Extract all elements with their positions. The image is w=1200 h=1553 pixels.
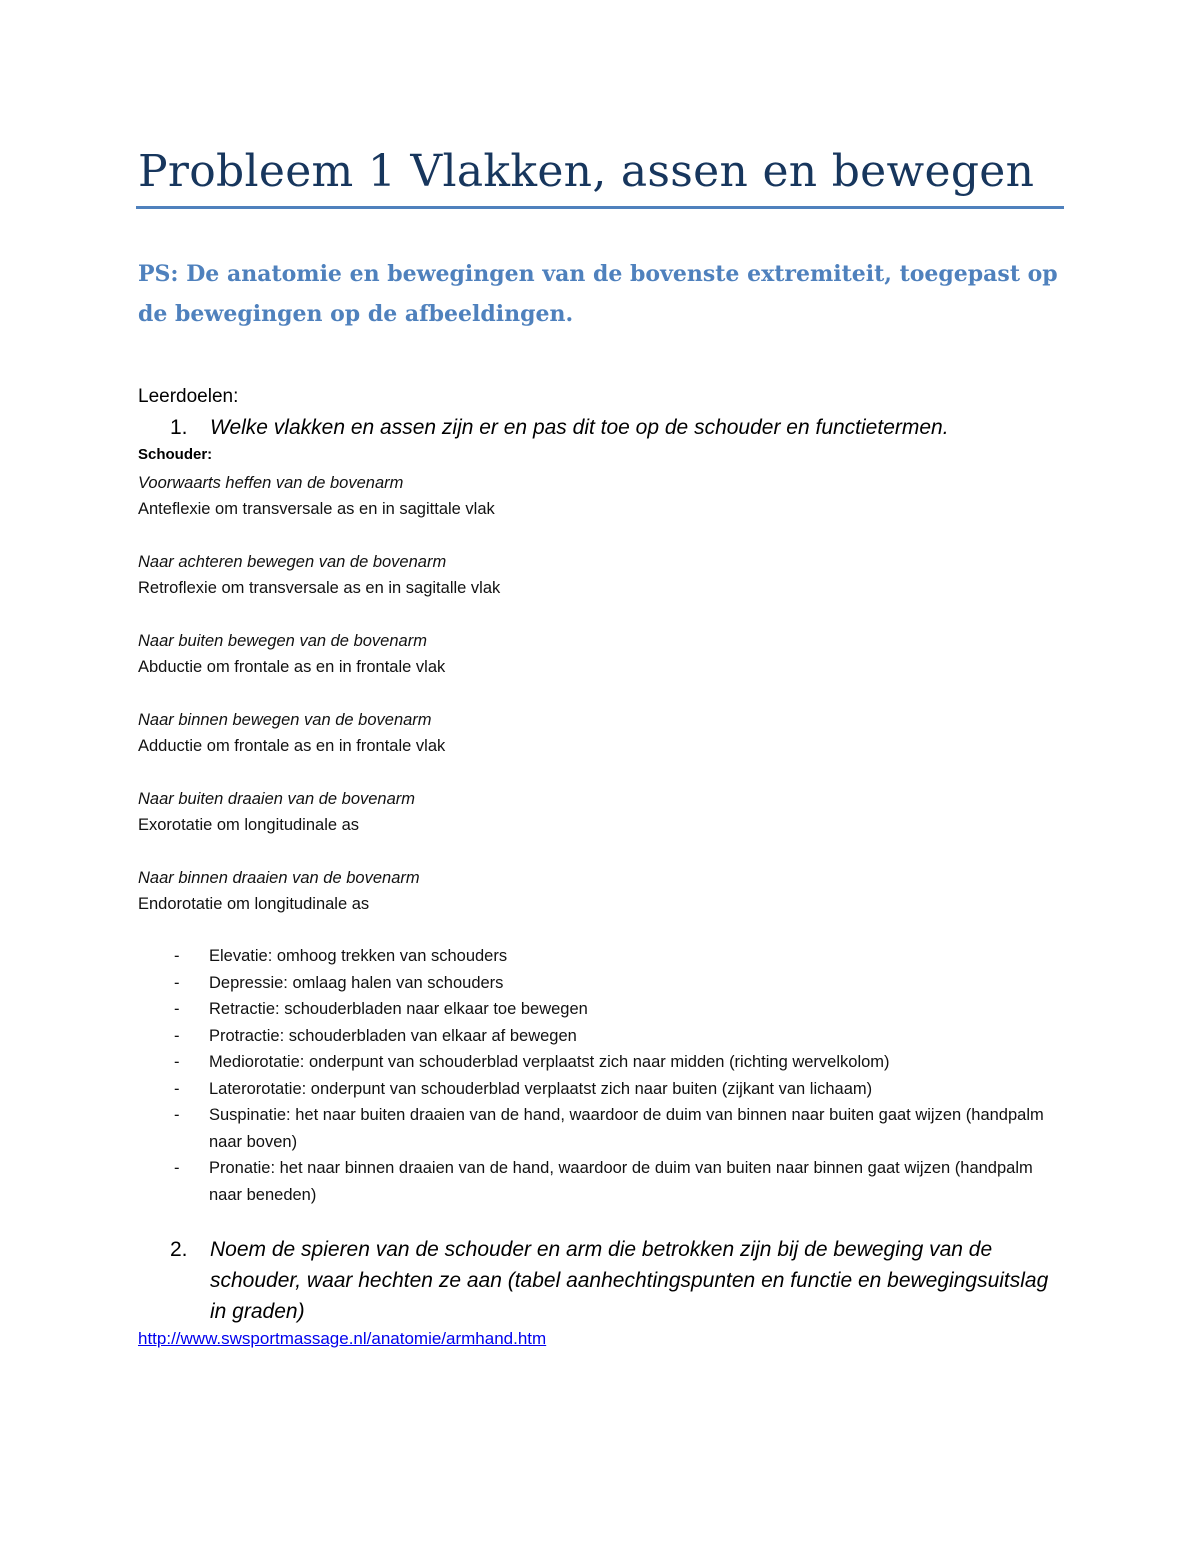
movement-item (138, 628, 1038, 680)
movement-term: Exorotatie om longitudinale as (138, 816, 360, 834)
bullet-dash: - (174, 1026, 180, 1045)
bullet-dash: - (174, 1106, 180, 1124)
question-1-number: 1. (170, 416, 188, 439)
movement-item (138, 786, 1038, 838)
movement-description: Naar binnen draaien van de bovenarm (138, 869, 420, 887)
list-item-text: Elevatie: omhoog trekken van schouders (209, 947, 508, 965)
list-item (138, 943, 1068, 970)
question-2 (170, 1234, 1050, 1327)
movement-description: Naar achteren bewegen van de bovenarm (138, 553, 447, 571)
bullet-dash: - (174, 1079, 180, 1098)
bullet-dash: - (174, 973, 180, 992)
list-item (138, 1049, 1068, 1076)
movement-item (138, 549, 1038, 601)
movement-description: Naar buiten draaien van de bovenarm (138, 790, 416, 808)
list-item-text: Laterorotatie: onderpunt van schouderblad verplaatst zich naar buiten (zijkant van lichaam) (209, 1079, 873, 1098)
movement-term: Adductie om frontale as en in frontale vlak (138, 737, 446, 755)
leerdoelen-heading: Leerdoelen: (138, 386, 239, 407)
question-2-number: 2. (170, 1238, 188, 1261)
question-1-text: Welke vlakken en assen zijn er en pas dit toe op de schouder en functietermen. (210, 416, 949, 439)
movement-description: Naar buiten bewegen van de bovenarm (138, 632, 427, 650)
bullet-dash: - (174, 1053, 180, 1071)
bullet-dash: - (174, 1159, 180, 1177)
schouder-label: Schouder: (138, 446, 213, 463)
movement-term: Retroflexie om transversale as en in sagitalle vlak (138, 579, 501, 597)
anatomy-link[interactable]: http://www.swsportmassage.nl/anatomie/armhand.htm (138, 1329, 547, 1348)
list-item-text: Pronatie: het naar binnen draaien van de hand, waardoor de duim van buiten naar binnen gaat wijzen (handpalm naar beneden) (209, 1159, 1033, 1204)
bullet-dash: - (174, 1000, 180, 1018)
question-1 (170, 412, 1050, 444)
list-item (138, 996, 1068, 1023)
list-item-text: Retractie: schouderbladen naar elkaar toe bewegen (209, 1000, 588, 1018)
list-item-text: Suspinatie: het naar buiten draaien van de hand, waardoor de duim van binnen naar buiten gaat wijzen (handpalm naar boven) (209, 1106, 1044, 1151)
movement-item (138, 865, 1038, 917)
list-item-text: Protractie: schouderbladen van elkaar af bewegen (209, 1026, 577, 1045)
movement-term: Endorotatie om longitudinale as (138, 895, 370, 913)
shoulder-movements-list (138, 943, 1068, 1208)
list-item (138, 1076, 1068, 1103)
bullet-dash: - (174, 947, 180, 965)
movement-term: Anteflexie om transversale as en in sagittale vlak (138, 500, 495, 518)
movement-item (138, 707, 1038, 759)
movement-description: Voorwaarts heffen van de bovenarm (138, 474, 404, 492)
list-item-text: Mediorotatie: onderpunt van schouderblad verplaatst zich naar midden (richting wervelkolom) (209, 1053, 890, 1071)
document-title: Probleem 1 Vlakken, assen en bewegen (138, 146, 1035, 197)
list-item-text: Depressie: omlaag halen van schouders (209, 973, 504, 992)
question-2-text: Noem de spieren van de schouder en arm die betrokken zijn bij de beweging van de schouder, waar hechten ze aan (tabel aanhechtingspunten en functie en bewegingsuitslag in graden) (210, 1238, 1049, 1323)
list-item (138, 970, 1068, 997)
title-underline (136, 206, 1064, 209)
list-item (138, 1102, 1068, 1155)
list-item (138, 1155, 1068, 1208)
movement-description: Naar binnen bewegen van de bovenarm (138, 711, 432, 729)
movement-term: Abductie om frontale as en in frontale vlak (138, 658, 446, 676)
problem-statement: PS: De anatomie en bewegingen van de bovenste extremiteit, toegepast op de bewegingen op de afbeeldingen. (138, 261, 1058, 327)
movement-item (138, 470, 1038, 522)
list-item (138, 1023, 1068, 1050)
